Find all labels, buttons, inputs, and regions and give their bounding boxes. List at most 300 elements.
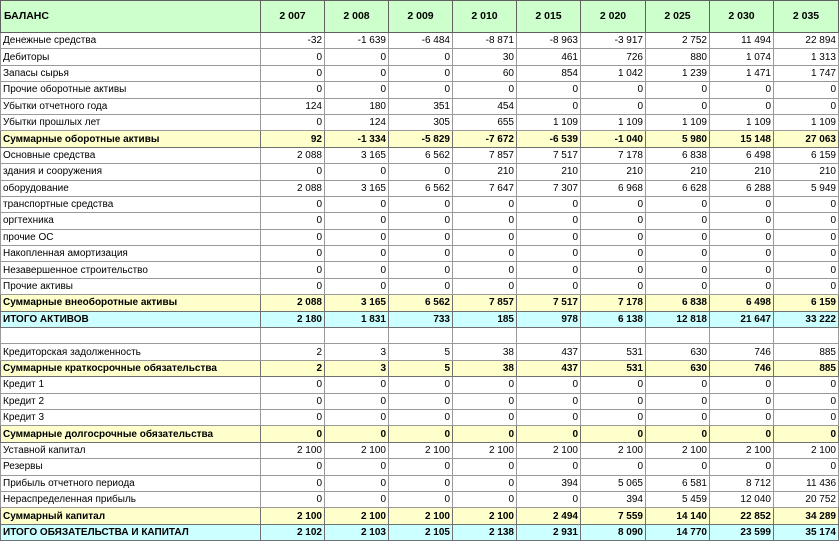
value-cell: 0 xyxy=(517,229,581,245)
value-cell: 2 100 xyxy=(453,442,517,458)
table-row xyxy=(1,180,839,196)
value-cell: 0 xyxy=(710,98,774,114)
table-row xyxy=(1,229,839,245)
row-label: Убытки прошлых лет xyxy=(1,114,261,130)
row-label: здания и сооружения xyxy=(1,164,261,180)
value-cell: 1 074 xyxy=(710,49,774,65)
year-header: 2 035 xyxy=(774,1,839,33)
year-header: 2 010 xyxy=(453,1,517,33)
value-cell: 2 100 xyxy=(710,442,774,458)
value-cell: 7 647 xyxy=(453,180,517,196)
value-cell: 15 148 xyxy=(710,131,774,147)
value-cell: 210 xyxy=(453,164,517,180)
value-cell: 14 140 xyxy=(646,508,710,524)
table-row xyxy=(1,147,839,163)
value-cell: 0 xyxy=(581,229,646,245)
row-label: Убытки отчетного года xyxy=(1,98,261,114)
value-cell: 0 xyxy=(389,278,453,294)
table-row xyxy=(1,475,839,491)
value-cell: 0 xyxy=(261,426,325,442)
value-cell: 0 xyxy=(325,262,389,278)
value-cell: 2 100 xyxy=(646,442,710,458)
value-cell: 7 517 xyxy=(517,295,581,311)
subtotal-row xyxy=(1,508,839,524)
value-cell: 20 752 xyxy=(774,491,839,507)
value-cell: 0 xyxy=(774,82,839,98)
value-cell: -6 484 xyxy=(389,33,453,49)
value-cell: 0 xyxy=(774,409,839,425)
value-cell: 454 xyxy=(453,98,517,114)
value-cell: 0 xyxy=(517,98,581,114)
value-cell: 531 xyxy=(581,344,646,360)
value-cell: 0 xyxy=(389,82,453,98)
balance-body xyxy=(1,33,839,541)
value-cell: 0 xyxy=(325,426,389,442)
value-cell: 2 088 xyxy=(261,180,325,196)
value-cell: 0 xyxy=(774,229,839,245)
value-cell: 6 138 xyxy=(581,311,646,327)
value-cell: 0 xyxy=(710,229,774,245)
value-cell: 0 xyxy=(710,393,774,409)
value-cell: 6 498 xyxy=(710,147,774,163)
value-cell: 0 xyxy=(389,409,453,425)
header-row xyxy=(1,1,839,33)
row-label: Нераспределенная прибыль xyxy=(1,491,261,507)
value-cell: 2 103 xyxy=(325,524,389,540)
value-cell: 2 100 xyxy=(517,442,581,458)
grand-total-row xyxy=(1,524,839,540)
value-cell: 0 xyxy=(646,196,710,212)
value-cell xyxy=(710,328,774,344)
value-cell: 0 xyxy=(774,98,839,114)
value-cell: 0 xyxy=(581,246,646,262)
value-cell: 0 xyxy=(646,98,710,114)
value-cell: 1 239 xyxy=(646,65,710,81)
table-row xyxy=(1,196,839,212)
value-cell: 0 xyxy=(325,278,389,294)
value-cell: 0 xyxy=(774,426,839,442)
value-cell: 0 xyxy=(325,393,389,409)
value-cell: 0 xyxy=(325,213,389,229)
value-cell: 746 xyxy=(710,360,774,376)
value-cell: 3 165 xyxy=(325,295,389,311)
value-cell: 0 xyxy=(581,262,646,278)
value-cell: 0 xyxy=(517,459,581,475)
value-cell: -5 829 xyxy=(389,131,453,147)
value-cell: 0 xyxy=(261,114,325,130)
value-cell: 2 180 xyxy=(261,311,325,327)
value-cell: 0 xyxy=(389,65,453,81)
value-cell: 461 xyxy=(517,49,581,65)
value-cell: 0 xyxy=(325,491,389,507)
table-row xyxy=(1,33,839,49)
value-cell: 0 xyxy=(710,246,774,262)
value-cell: 0 xyxy=(646,426,710,442)
header-title: БАЛАНС xyxy=(1,1,261,33)
value-cell: 0 xyxy=(517,409,581,425)
value-cell: 35 174 xyxy=(774,524,839,540)
value-cell: -1 040 xyxy=(581,131,646,147)
value-cell: 0 xyxy=(389,491,453,507)
value-cell: 210 xyxy=(774,164,839,180)
value-cell: 2 100 xyxy=(774,442,839,458)
row-label: Денежные средства xyxy=(1,33,261,49)
year-header: 2 007 xyxy=(261,1,325,33)
value-cell: 394 xyxy=(517,475,581,491)
value-cell xyxy=(774,328,839,344)
table-row xyxy=(1,98,839,114)
year-header: 2 025 xyxy=(646,1,710,33)
value-cell: 0 xyxy=(517,377,581,393)
value-cell: 978 xyxy=(517,311,581,327)
row-label: Суммарные краткосрочные обязательства xyxy=(1,360,261,376)
value-cell: 437 xyxy=(517,360,581,376)
value-cell: 0 xyxy=(774,246,839,262)
row-label: Запасы сырья xyxy=(1,65,261,81)
value-cell: 6 838 xyxy=(646,295,710,311)
value-cell: 0 xyxy=(581,426,646,442)
value-cell: 124 xyxy=(325,114,389,130)
value-cell: 27 063 xyxy=(774,131,839,147)
value-cell: 5 980 xyxy=(646,131,710,147)
value-cell: -8 963 xyxy=(517,33,581,49)
value-cell: 0 xyxy=(389,393,453,409)
value-cell: 0 xyxy=(453,426,517,442)
value-cell: 0 xyxy=(261,65,325,81)
value-cell: -1 334 xyxy=(325,131,389,147)
year-header: 2 008 xyxy=(325,1,389,33)
value-cell: 8 712 xyxy=(710,475,774,491)
value-cell: 1 042 xyxy=(581,65,646,81)
value-cell: 124 xyxy=(261,98,325,114)
row-label: прочие ОС xyxy=(1,229,261,245)
table-row xyxy=(1,442,839,458)
row-label: ИТОГО ОБЯЗАТЕЛЬСТВА И КАПИТАЛ xyxy=(1,524,261,540)
row-label xyxy=(1,328,261,344)
value-cell: 0 xyxy=(261,262,325,278)
value-cell: 60 xyxy=(453,65,517,81)
value-cell: 351 xyxy=(389,98,453,114)
row-label: Основные средства xyxy=(1,147,261,163)
value-cell: 2 100 xyxy=(325,442,389,458)
value-cell: 0 xyxy=(453,377,517,393)
value-cell: 22 894 xyxy=(774,33,839,49)
value-cell xyxy=(581,328,646,344)
table-row xyxy=(1,114,839,130)
value-cell: 854 xyxy=(517,65,581,81)
year-header: 2 030 xyxy=(710,1,774,33)
row-label: Дебиторы xyxy=(1,49,261,65)
value-cell: 0 xyxy=(261,459,325,475)
value-cell: 0 xyxy=(453,475,517,491)
value-cell: 38 xyxy=(453,344,517,360)
value-cell: 38 xyxy=(453,360,517,376)
value-cell: 0 xyxy=(646,278,710,294)
value-cell: 0 xyxy=(325,377,389,393)
value-cell: 0 xyxy=(581,409,646,425)
table-row xyxy=(1,164,839,180)
row-label: Прочие активы xyxy=(1,278,261,294)
value-cell: -3 917 xyxy=(581,33,646,49)
value-cell: 0 xyxy=(774,459,839,475)
value-cell: 210 xyxy=(646,164,710,180)
value-cell: 1 109 xyxy=(774,114,839,130)
value-cell: 0 xyxy=(389,475,453,491)
value-cell: 6 562 xyxy=(389,180,453,196)
row-label: Прибыль отчетного периода xyxy=(1,475,261,491)
value-cell: 12 040 xyxy=(710,491,774,507)
value-cell: -32 xyxy=(261,33,325,49)
value-cell: 5 949 xyxy=(774,180,839,196)
value-cell: 0 xyxy=(261,49,325,65)
value-cell: 0 xyxy=(710,213,774,229)
value-cell: 7 517 xyxy=(517,147,581,163)
value-cell: 0 xyxy=(646,229,710,245)
value-cell: 0 xyxy=(261,82,325,98)
value-cell: 726 xyxy=(581,49,646,65)
value-cell xyxy=(389,328,453,344)
value-cell: 746 xyxy=(710,344,774,360)
value-cell: -7 672 xyxy=(453,131,517,147)
value-cell: 0 xyxy=(581,459,646,475)
value-cell: 0 xyxy=(325,164,389,180)
value-cell: 2 105 xyxy=(389,524,453,540)
value-cell: 0 xyxy=(646,377,710,393)
value-cell: 11 436 xyxy=(774,475,839,491)
value-cell: 0 xyxy=(710,278,774,294)
value-cell: 0 xyxy=(646,393,710,409)
value-cell: 6 498 xyxy=(710,295,774,311)
value-cell: 0 xyxy=(261,278,325,294)
value-cell: 11 494 xyxy=(710,33,774,49)
value-cell: 2 100 xyxy=(389,508,453,524)
table-row xyxy=(1,262,839,278)
value-cell: 210 xyxy=(517,164,581,180)
value-cell: 7 178 xyxy=(581,147,646,163)
value-cell: 5 xyxy=(389,344,453,360)
value-cell: 210 xyxy=(710,164,774,180)
subtotal-row xyxy=(1,426,839,442)
value-cell: 0 xyxy=(453,278,517,294)
value-cell: 3 xyxy=(325,360,389,376)
value-cell: 0 xyxy=(774,278,839,294)
table-row xyxy=(1,278,839,294)
value-cell: 0 xyxy=(710,459,774,475)
subtotal-row xyxy=(1,295,839,311)
value-cell: 6 628 xyxy=(646,180,710,196)
value-cell: 0 xyxy=(325,82,389,98)
value-cell: 2 138 xyxy=(453,524,517,540)
value-cell: 2 088 xyxy=(261,147,325,163)
value-cell: 6 581 xyxy=(646,475,710,491)
value-cell: 30 xyxy=(453,49,517,65)
value-cell: 0 xyxy=(261,409,325,425)
table-row xyxy=(1,49,839,65)
value-cell: 7 559 xyxy=(581,508,646,524)
row-label: Кредит 1 xyxy=(1,377,261,393)
value-cell: 2 100 xyxy=(261,442,325,458)
value-cell: 2 494 xyxy=(517,508,581,524)
value-cell: 6 562 xyxy=(389,295,453,311)
value-cell: 92 xyxy=(261,131,325,147)
row-label: ИТОГО АКТИВОВ xyxy=(1,311,261,327)
value-cell: 3 165 xyxy=(325,180,389,196)
table-row xyxy=(1,459,839,475)
value-cell: 2 100 xyxy=(325,508,389,524)
value-cell: 2 931 xyxy=(517,524,581,540)
value-cell: 1 109 xyxy=(581,114,646,130)
value-cell: 0 xyxy=(261,213,325,229)
value-cell: 0 xyxy=(325,196,389,212)
value-cell: 2 100 xyxy=(261,508,325,524)
value-cell: 0 xyxy=(581,278,646,294)
value-cell: 0 xyxy=(389,229,453,245)
value-cell: 210 xyxy=(581,164,646,180)
row-label: оргтехника xyxy=(1,213,261,229)
value-cell: 5 xyxy=(389,360,453,376)
value-cell: 885 xyxy=(774,344,839,360)
value-cell: 0 xyxy=(453,262,517,278)
value-cell: 0 xyxy=(774,196,839,212)
row-label: Уставной капитал xyxy=(1,442,261,458)
value-cell: -6 539 xyxy=(517,131,581,147)
value-cell: 0 xyxy=(646,246,710,262)
value-cell: 7 178 xyxy=(581,295,646,311)
value-cell: 0 xyxy=(774,393,839,409)
value-cell: 0 xyxy=(325,246,389,262)
value-cell: 305 xyxy=(389,114,453,130)
value-cell: 1 831 xyxy=(325,311,389,327)
spacer-row xyxy=(1,328,839,344)
value-cell: 1 109 xyxy=(646,114,710,130)
value-cell: 33 222 xyxy=(774,311,839,327)
value-cell: 0 xyxy=(581,98,646,114)
value-cell: 0 xyxy=(389,49,453,65)
value-cell: 0 xyxy=(389,164,453,180)
value-cell: 0 xyxy=(646,213,710,229)
row-label: Резервы xyxy=(1,459,261,475)
value-cell: 0 xyxy=(389,213,453,229)
value-cell: 0 xyxy=(453,229,517,245)
value-cell: 0 xyxy=(325,49,389,65)
value-cell: 0 xyxy=(453,409,517,425)
row-label: Кредит 3 xyxy=(1,409,261,425)
value-cell: 630 xyxy=(646,344,710,360)
value-cell: 0 xyxy=(261,246,325,262)
value-cell: 2 100 xyxy=(389,442,453,458)
value-cell xyxy=(453,328,517,344)
value-cell: 0 xyxy=(389,246,453,262)
value-cell: 2 xyxy=(261,360,325,376)
value-cell: 5 459 xyxy=(646,491,710,507)
value-cell: 394 xyxy=(581,491,646,507)
value-cell: 2 100 xyxy=(453,508,517,524)
value-cell: 0 xyxy=(646,409,710,425)
value-cell: 0 xyxy=(453,82,517,98)
value-cell: 21 647 xyxy=(710,311,774,327)
value-cell: 3 xyxy=(325,344,389,360)
value-cell: 0 xyxy=(261,393,325,409)
table-row xyxy=(1,82,839,98)
value-cell: 0 xyxy=(517,213,581,229)
value-cell: 6 968 xyxy=(581,180,646,196)
value-cell: 0 xyxy=(517,246,581,262)
table-row xyxy=(1,377,839,393)
value-cell: 2 xyxy=(261,344,325,360)
value-cell: 0 xyxy=(261,377,325,393)
value-cell: 880 xyxy=(646,49,710,65)
value-cell: 655 xyxy=(453,114,517,130)
value-cell: 531 xyxy=(581,360,646,376)
value-cell: 7 857 xyxy=(453,295,517,311)
grand-total-row xyxy=(1,311,839,327)
value-cell: 0 xyxy=(261,164,325,180)
row-label: Суммарный капитал xyxy=(1,508,261,524)
table-row xyxy=(1,409,839,425)
value-cell: 0 xyxy=(325,65,389,81)
table-row xyxy=(1,393,839,409)
value-cell: 0 xyxy=(389,196,453,212)
table-row xyxy=(1,344,839,360)
value-cell: 0 xyxy=(517,491,581,507)
value-cell: 6 159 xyxy=(774,295,839,311)
row-label: Кредит 2 xyxy=(1,393,261,409)
value-cell: 0 xyxy=(453,196,517,212)
value-cell: 630 xyxy=(646,360,710,376)
row-label: Суммарные внеоборотные активы xyxy=(1,295,261,311)
value-cell: 6 159 xyxy=(774,147,839,163)
value-cell: 0 xyxy=(646,262,710,278)
value-cell: 0 xyxy=(389,426,453,442)
value-cell: 0 xyxy=(389,377,453,393)
value-cell: 2 100 xyxy=(581,442,646,458)
value-cell: 1 747 xyxy=(774,65,839,81)
value-cell: 0 xyxy=(581,393,646,409)
value-cell: 1 313 xyxy=(774,49,839,65)
value-cell: 0 xyxy=(453,459,517,475)
value-cell: 1 109 xyxy=(517,114,581,130)
value-cell: 0 xyxy=(453,213,517,229)
value-cell: 7 857 xyxy=(453,147,517,163)
value-cell: 0 xyxy=(453,393,517,409)
value-cell: 2 088 xyxy=(261,295,325,311)
value-cell xyxy=(517,328,581,344)
value-cell: 0 xyxy=(517,393,581,409)
value-cell: 0 xyxy=(389,262,453,278)
value-cell: 1 109 xyxy=(710,114,774,130)
value-cell: 0 xyxy=(710,377,774,393)
value-cell: 0 xyxy=(261,475,325,491)
value-cell: 0 xyxy=(581,196,646,212)
row-label: Кредиторская задолженность xyxy=(1,344,261,360)
value-cell: 8 090 xyxy=(581,524,646,540)
value-cell: 34 289 xyxy=(774,508,839,524)
value-cell: 0 xyxy=(517,426,581,442)
value-cell: 0 xyxy=(774,213,839,229)
row-label: Суммарные оборотные активы xyxy=(1,131,261,147)
value-cell: 437 xyxy=(517,344,581,360)
value-cell: 180 xyxy=(325,98,389,114)
value-cell: 0 xyxy=(325,229,389,245)
subtotal-row xyxy=(1,131,839,147)
value-cell: 0 xyxy=(710,426,774,442)
value-cell: 733 xyxy=(389,311,453,327)
value-cell: 0 xyxy=(581,82,646,98)
value-cell: 0 xyxy=(453,246,517,262)
table-row xyxy=(1,65,839,81)
value-cell: 0 xyxy=(261,196,325,212)
value-cell: 0 xyxy=(710,409,774,425)
